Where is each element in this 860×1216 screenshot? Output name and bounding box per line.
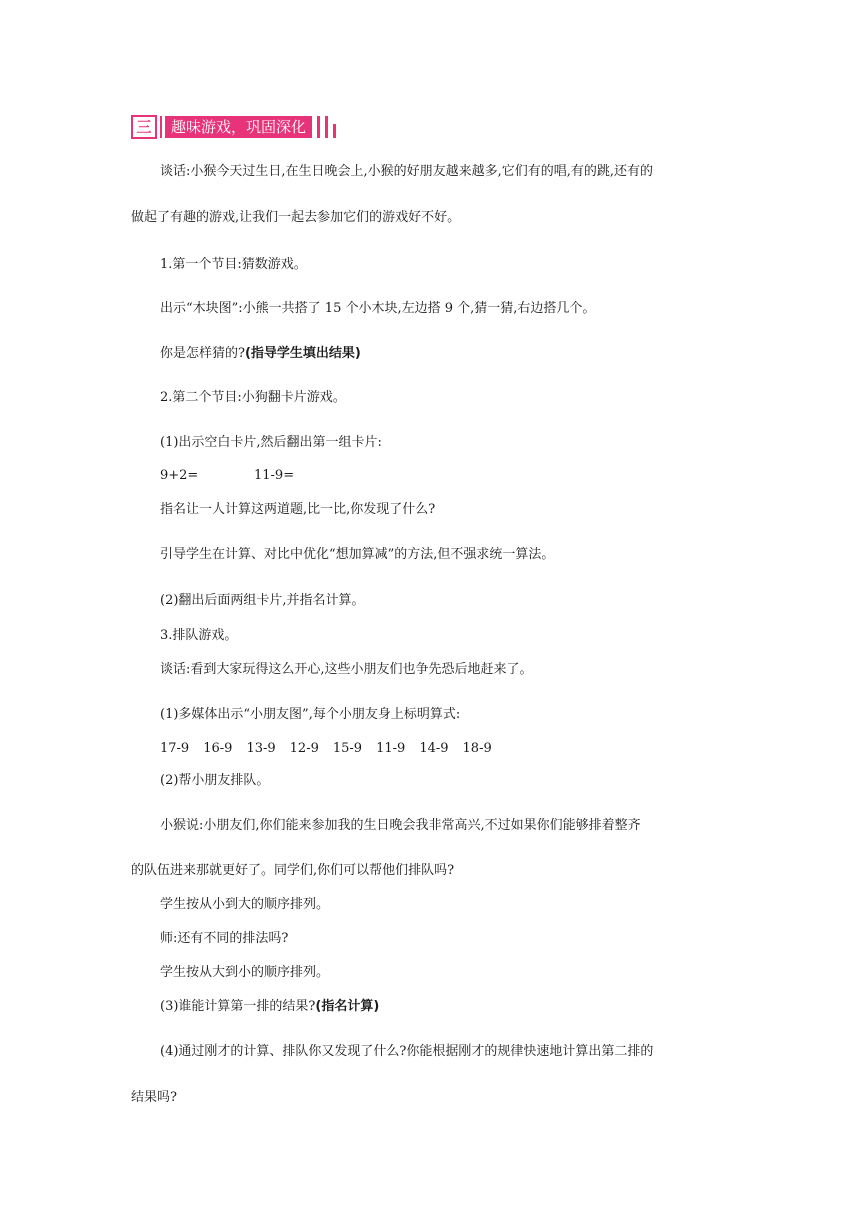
header-bar-decoration [333,124,336,138]
header-bar-decoration [317,116,320,138]
expression-item: 11-9 [376,741,406,756]
item-1-heading: 1.第一个节目:猜数游戏。 [160,257,307,272]
card-expression-b: 11-9= [254,468,295,483]
item-2-guide: 引导学生在计算、对比中优化“想加算减”的方法,但不强求统一算法。 [160,547,555,562]
item-1-question-note: (指导学生填出结果) [244,346,361,361]
section-number: 三 [131,115,157,139]
item-2-heading: 2.第二个节目:小狗翻卡片游戏。 [160,390,346,405]
item-3-step-3-note: (指名计算) [315,999,380,1014]
paragraph-intro: 谈话:小猴今天过生日,在生日晚会上,小猴的好朋友越来越多,它们有的唱,有的跳,还有的 [160,164,654,179]
item-3-step-1: (1)多媒体出示“小朋友图”,每个小朋友身上标明算式: [160,707,461,722]
item-3-talk: 谈话:看到大家玩得这么开心,这些小朋友们也争先恐后地赶来了。 [160,662,533,677]
item-2-ask: 指名让一人计算这两道题,比一比,你发现了什么? [160,502,436,517]
expression-list [160,740,506,758]
item-1-show: 出示“木块图”:小熊一共搭了 15 个小木块,左边搭 9 个,猜一猜,右边搭几个。 [160,301,596,316]
item-3-step-4-cont: 结果吗? [131,1090,177,1105]
expression-item: 15-9 [332,741,363,756]
header-bar-decoration [160,116,162,138]
expression-item: 17-9 [160,741,190,756]
item-3-step-3-text: (3)谁能计算第一排的结果? [160,999,316,1014]
item-3-step-2: (2)帮小朋友排队。 [160,773,270,788]
item-3-heading: 3.排队游戏。 [160,628,238,643]
student-answer-1: 学生按从小到大的顺序排列。 [160,897,330,912]
expression-item: 16-9 [203,741,233,756]
monkey-speech-cont: 的队伍进来那就更好了。同学们,你们可以帮他们排队吗? [131,863,455,878]
item-1-question [160,345,361,363]
student-answer-2: 学生按从大到小的顺序排列。 [160,965,330,980]
expression-item: 12-9 [289,741,319,756]
expression-item: 18-9 [462,741,492,756]
item-2-step-2: (2)翻出后面两组卡片,并指名计算。 [160,593,365,608]
item-1-question-text: 你是怎样猜的? [160,346,245,361]
expression-item: 13-9 [246,741,276,756]
teacher-question: 师:还有不同的排法吗? [160,931,289,946]
item-2-step-1: (1)出示空白卡片,然后翻出第一组卡片: [160,435,382,450]
expression-item: 14-9 [419,741,449,756]
paragraph-intro-cont: 做起了有趣的游戏,让我们一起去参加它们的游戏好不好。 [131,210,461,225]
monkey-speech: 小猴说:小朋友们,你们能来参加我的生日晚会我非常高兴,不过如果你们能够排着整齐 [160,818,641,833]
section-title: 趣味游戏，巩固深化 [165,116,312,138]
item-3-step-3 [160,998,379,1016]
item-3-step-4: (4)通过刚才的计算、排队你又发现了什么?你能根据刚才的规律快速地计算出第二排的 [160,1044,654,1059]
section-header [131,115,336,139]
header-bar-decoration [325,116,328,138]
card-expression-a: 9+2= [160,468,199,483]
